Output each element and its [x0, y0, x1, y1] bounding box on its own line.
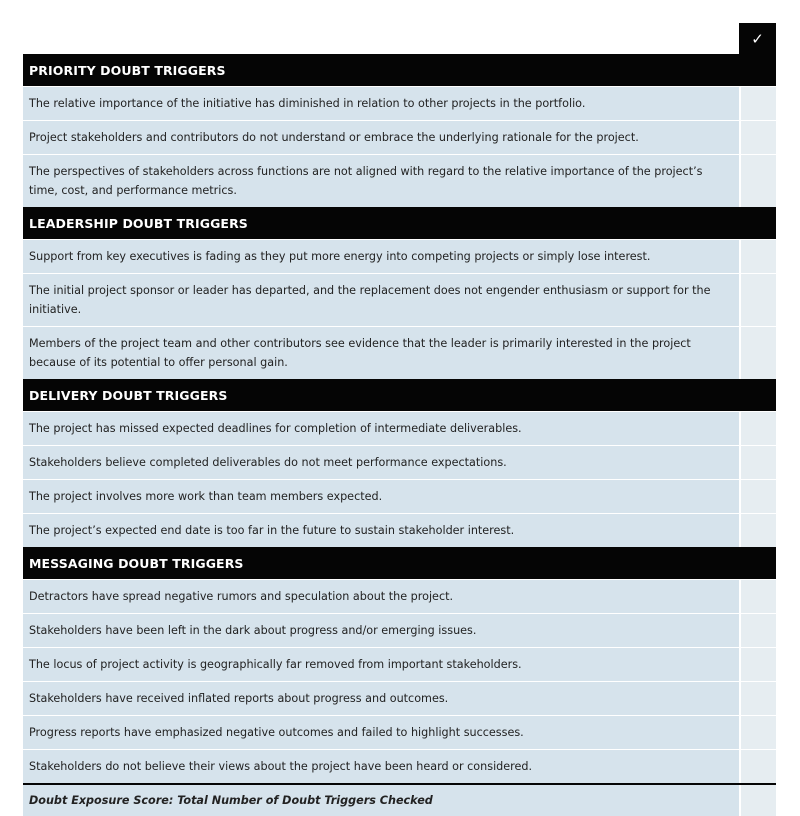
checklist-row [23, 411, 776, 445]
checklist-row [23, 715, 776, 749]
trigger-checkbox[interactable] [741, 155, 776, 207]
trigger-checkbox[interactable] [741, 274, 776, 326]
trigger-checkbox[interactable] [741, 240, 776, 273]
checklist-row [23, 579, 776, 613]
score-label: Doubt Exposure Score: Total Number of Doubt Triggers Checked [23, 785, 739, 816]
checklist-row [23, 681, 776, 715]
trigger-text: The perspectives of stakeholders across functions are not aligned with regard to the relative importance of the project’s time, cost, and performance metrics. [23, 155, 739, 207]
checkmark-icon: ✓ [739, 23, 776, 54]
checklist-row [23, 513, 776, 547]
checklist-row [23, 120, 776, 154]
trigger-checkbox[interactable] [741, 750, 776, 783]
checklist-row [23, 479, 776, 513]
trigger-checkbox[interactable] [741, 327, 776, 379]
trigger-checkbox[interactable] [741, 412, 776, 445]
trigger-text: Stakeholders do not believe their views about the project have been heard or considered. [23, 750, 739, 783]
trigger-checkbox[interactable] [741, 580, 776, 613]
trigger-text: Stakeholders believe completed deliverables do not meet performance expectations. [23, 446, 739, 479]
trigger-text: The project’s expected end date is too far in the future to sustain stakeholder interest. [23, 514, 739, 547]
trigger-text: The initial project sponsor or leader has departed, and the replacement does not engender enthusiasm or support for the initiative. [23, 274, 739, 326]
checklist-row [23, 154, 776, 207]
doubt-triggers-checklist [23, 23, 776, 816]
section-header-messaging: MESSAGING DOUBT TRIGGERS [23, 547, 776, 579]
trigger-text: The project involves more work than team members expected. [23, 480, 739, 513]
check-column-header [23, 23, 776, 54]
trigger-text: The locus of project activity is geographically far removed from important stakeholders. [23, 648, 739, 681]
trigger-checkbox[interactable] [741, 514, 776, 547]
trigger-text: Progress reports have emphasized negative outcomes and failed to highlight successes. [23, 716, 739, 749]
trigger-checkbox[interactable] [741, 87, 776, 120]
checklist-row [23, 647, 776, 681]
section-header-delivery: DELIVERY DOUBT TRIGGERS [23, 379, 776, 411]
trigger-checkbox[interactable] [741, 716, 776, 749]
trigger-text: The relative importance of the initiative has diminished in relation to other projects in the portfolio. [23, 87, 739, 120]
trigger-text: Stakeholders have received inflated reports about progress and outcomes. [23, 682, 739, 715]
trigger-text: Members of the project team and other contributors see evidence that the leader is primarily interested in the project because of its potential to offer personal gain. [23, 327, 739, 379]
section-header-priority: PRIORITY DOUBT TRIGGERS [23, 54, 776, 86]
checklist-row [23, 326, 776, 379]
trigger-checkbox[interactable] [741, 121, 776, 154]
trigger-text: Detractors have spread negative rumors and speculation about the project. [23, 580, 739, 613]
checklist-row [23, 86, 776, 120]
trigger-text: Support from key executives is fading as they put more energy into competing projects or simply lose interest. [23, 240, 739, 273]
checklist-row [23, 445, 776, 479]
trigger-text: The project has missed expected deadlines for completion of intermediate deliverables. [23, 412, 739, 445]
trigger-checkbox[interactable] [741, 648, 776, 681]
checklist-row [23, 749, 776, 783]
checklist-row [23, 613, 776, 647]
trigger-checkbox[interactable] [741, 682, 776, 715]
trigger-text: Stakeholders have been left in the dark about progress and/or emerging issues. [23, 614, 739, 647]
score-input[interactable] [741, 785, 776, 816]
section-header-leadership: LEADERSHIP DOUBT TRIGGERS [23, 207, 776, 239]
trigger-checkbox[interactable] [741, 446, 776, 479]
score-row [23, 783, 776, 816]
checklist-row [23, 273, 776, 326]
checklist-row [23, 239, 776, 273]
trigger-text: Project stakeholders and contributors do not understand or embrace the underlying rationale for the project. [23, 121, 739, 154]
trigger-checkbox[interactable] [741, 614, 776, 647]
trigger-checkbox[interactable] [741, 480, 776, 513]
